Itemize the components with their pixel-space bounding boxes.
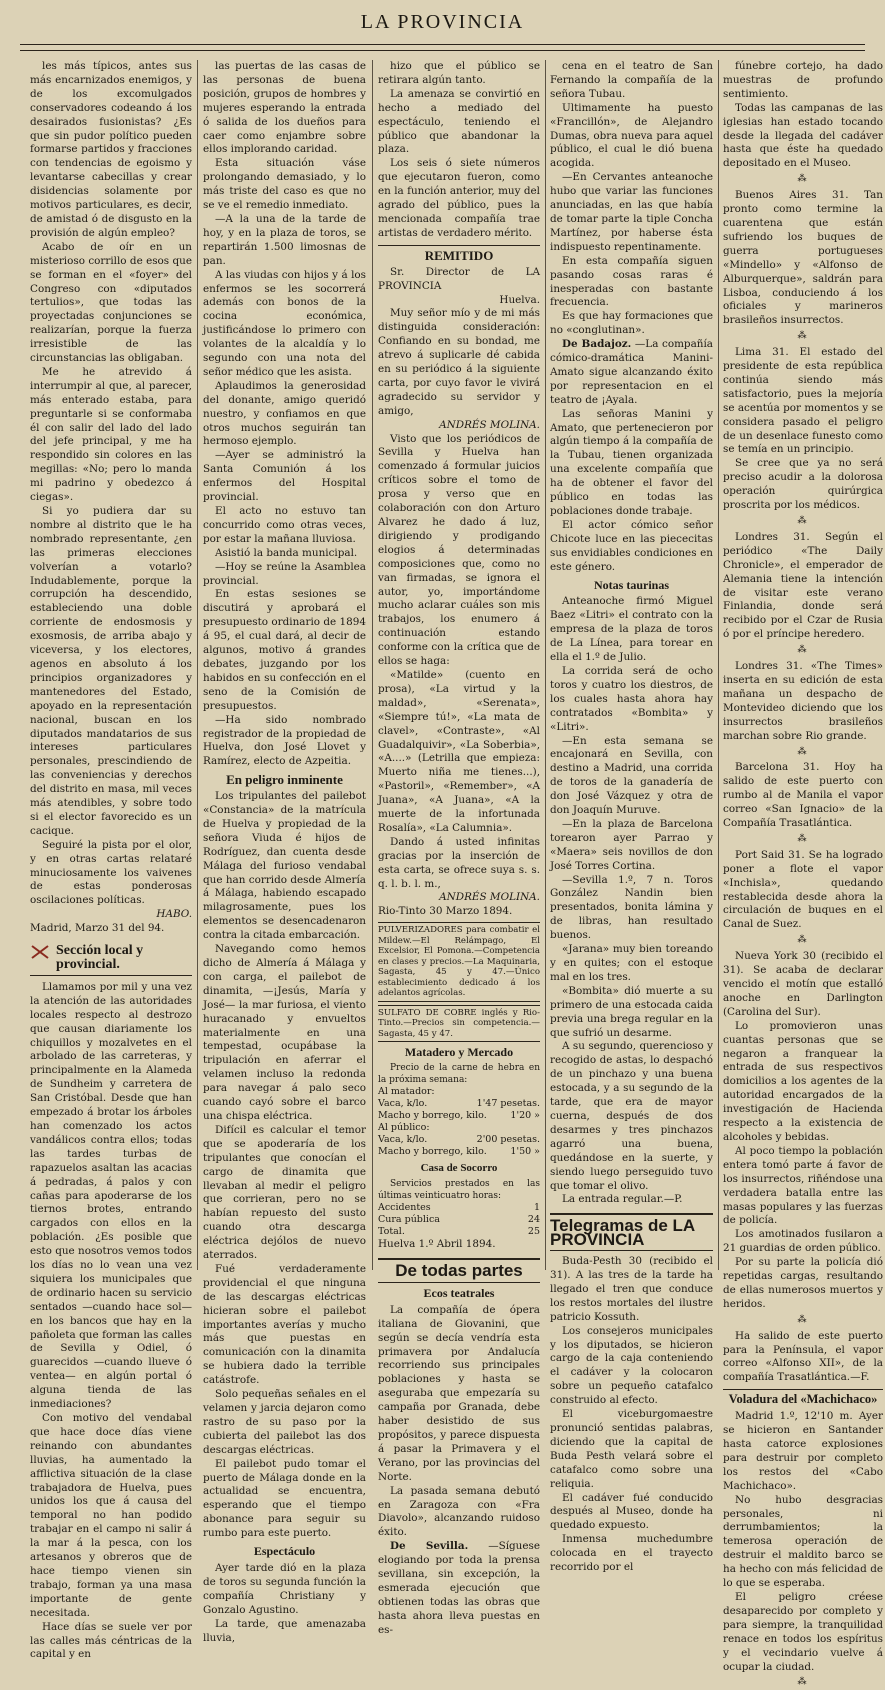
paragraph: Al poco tiempo la población entera tomó parte á favor de los insurrectos, riñéndose una verdadera batalla entre las masas populares y las fuerzas de policía. [723,1144,883,1227]
paragraph: La amenaza se convirtió en hecho a mediado del espectáculo, teniendo el público que abandonar la plaza. [378,87,540,156]
price-row [378,1146,540,1158]
paragraph: Es que hay formaciones que no «conglutinan». [550,310,713,337]
advertisement: SULFATO DE COBRE inglés y Rio-Tinto.—Precios sin competencia.—Sagasta, 45 y 47. [378,1005,540,1043]
socorro-value: 1 [533,1202,540,1214]
separator-stars-icon: ⁂ [797,833,809,844]
column-1 [30,60,193,1661]
remitido-salutation: Sr. Director de LA PROVINCIA [378,265,540,292]
paragraph: La pasada semana debutó en Zaragoza con «Fra Diavolo», alcanzando ruidoso éxito. [378,1484,540,1539]
paragraph: Los consejeros municipales y los diputados, se hicieron cargo de la caja conteniendo el cadáver y la colocaron sobre un pequeño catafalco construido al efecto. [550,1324,713,1407]
price-row [378,1110,540,1122]
paragraph: El actor cómico señor Chicote luce en las piececitas sus envidiables condiciones en este género. [550,518,713,573]
author-signature: HABO. [156,908,192,921]
ecos-section-title: Ecos teatrales [423,1285,495,1300]
paragraph: La corrida será de ocho toros y cuatro los diestros, de los cuales hasta ahora hay contratados «Bombita» y «Litri». [550,664,713,733]
paragraph: Londres 31. «The Times» inserta en su edición de esta mañana un despacho de Montevideo diciendo que los insurrectos brasileños marchan sobre Rio grande. [723,660,883,742]
price-row [378,1098,540,1110]
paragraph: El viceburgomaestre pronunció sentidas palabras, diciendo que la capital de Buda Pesth velará sobre el catafalco como sobre una reliquia. [550,1408,713,1490]
paragraph: Muy señor mío y de mi más distinguida consideración: Confiando en su bondad, me atrevo á suplicarle dé cabida en su periódico á la siguiente carta, por cuyo favor le vivirá agradecido su servidor y amigo, [378,307,540,417]
paragraph: cena en el teatro de San Fernando la compañía de la señora Tubau. [550,60,713,100]
separator-stars-icon: ⁂ [797,331,809,342]
paragraph: A su segundo, querencioso y recogido de astas, lo despachó de un pinchazo y una buena estocada, y a su segundo de la tarde, que era de mayor cuerna, después de dos desarmes y tres pinchazos agarró una buena, quedándose en la suerte, y siendo luego perseguido tuvo que tomar el olivo. [550,1040,713,1192]
paragraph: Visto que los periódicos de Sevilla y Huelva han comenzado á formular juicios críticos sobre el tomo de prosa y verso que en colaboración con don Arturo Alvarez he dado á luz, dirigiendo y prodigando elogios á determinadas composiciones que, como no van firmadas, se ignora el autor, yo, importándome mucho aclarar cuáles son mis trabajos, los enumero á continuación estando conforme con la crítica que de ellos se haga: [378,432,540,668]
socorro-row [378,1226,540,1238]
price-value: 1'47 pesetas. [476,1098,540,1110]
socorro-row [378,1202,540,1214]
dateline: Huelva 1.º Abril 1894. [378,1238,496,1251]
column-3 [378,60,540,1636]
paragraph: Los tripulantes del pailebot «Constancia» de la matrícula de Huelva y propiedad de la señora Viuda é hijos de Rodríguez, dan cuenta desde Málaga del furioso vendabal que han corrido desde Almería á Málaga, habiendo escapado milagrosamente, pues los elementos se desencadenaron contra la citada embarcación. [203,790,366,942]
paragraph: —Ayer se administró la Santa Comunión á los enfermos del Hospital provincial. [203,449,366,504]
voladura-section-title: Voladura del «Machichaco» [723,1389,883,1407]
local-section-label: Sección local y provincial. [56,943,144,972]
paragraph: Buda-Pesth 30 (recibido el 31). A las tres de la tarde ha llegado el tren que conduce los restos mortales del ilustre patricio Kossuth. [550,1255,713,1323]
dateline: Rio-Tinto 30 Marzo 1894. [378,905,513,918]
socorro-label: Accidentes [378,1202,431,1214]
paragraph: Asistió la banda municipal. [215,546,358,559]
paragraph: —En Cervantes anteanoche hubo que variar las funciones anunciadas, en las que había de tomar parte la tiple Concha Martínez, por haberse ésta indispuesto repentinamente. [550,171,713,253]
separator-stars-icon: ⁂ [797,935,809,946]
paragraph: las puertas de las casas de las personas de buena posición, grupos de hombres y mujeres esperando la entrada ó salida de los dueños para caer como enjambre sobre ellos implorando caridad. [203,60,366,156]
separator-stars-icon: ⁂ [797,174,809,185]
socorro-intro: Servicios prestados en las últimas veinticuatro horas: [378,1179,540,1201]
paragraph: A las viudas con hijos y á los enfermos se les socorrerá además con bonos de la cocina económica, justificándose lo primero con volantes de la alcaldía y lo segundo con una nota del señor médico que les asista. [203,268,366,378]
socorro-label: Total. [378,1226,405,1238]
danger-section-title: En peligro inminente [226,772,343,788]
todas-partes-title: De todas partes [378,1258,540,1283]
paragraph: Londres 31. Según el periódico «The Daily Chronicle», el emperador de Alemania tiene la intención de visitar este verano Finlandia, donde será recibido por el Czar de Rusia ó por el príncipe heredero. [723,530,883,641]
paragraph: «Bombita» dió muerte a su primero de una estocada caida previa una brega regular en la que sufrió un desarme. [550,984,713,1039]
paragraph: Si yo pudiera dar su nombre al distrito que le ha nombrado representante, ¿en las primeras elecciones volverían a votarlo? Indudablemente, porque la corrupción ha descendido, estableciendo una doble corriente de endosmosis y exosmosis, de arriba abajo y viceversa, y los electores, agenos en absoluto á los principios organizadores y mantenedores del Estado, apoyado en la representación nacional, buscan en los diputados mandatarios de sus intereses particulares personales, prescindiendo de las conveniencias y derechos del distrito en masa, mil veces más atendibles, y sobre todo si el elector favorecido es un cacique. [30,505,192,837]
paragraph: Madrid 1.º, 12'10 m. Ayer se hicieron en Santander hasta catorce explosiones para destruir por completo los restos del «Cabo Machichaco». [723,1410,883,1492]
price-value: 1'50 » [510,1146,540,1158]
paragraph: Me he atrevido á interrumpir al que, al parecer, más enterado estaba, para preguntarle si se conformaba él con salir del lado del lado del jefe principal, y me ha respondido sin colores en las megillas: «No; pero lo manda mi padrino y obedezco á ciegas». [30,365,192,504]
column-divider [718,60,719,1270]
paragraph: Por su parte la policía dió repetidas cargas, resultando de ellas numerosos muertos y heridos. [723,1256,883,1310]
paragraph [378,1540,540,1637]
show-section-title: Espectáculo [253,1544,316,1559]
paragraph: fúnebre cortejo, ha dado muestras de profundo sentimiento. [723,60,883,100]
column-divider [197,60,198,1270]
paragraph: Lo promovieron unas cuantas personas que se negaron a franquear la entrada de sus respectivos domicilios a los agentes de la autoridad encargados de la investigación de Hacienda respecto a la existencia de alcoholes y bebidas. [723,1019,883,1143]
paragraph: Dando á usted infinitas gracias por la inserción de esta carta, se ofrece suya s. s. q. l. b. l. m., [378,835,540,890]
paragraph: Aplaudimos la generosidad del donante, amigo queridó nuestro, y confiamos en que otros muchos seguirán tan hermoso ejemplo. [203,379,366,448]
price-label: Al matador: [378,1086,435,1098]
column-divider [545,60,546,1270]
paragraph: El cadáver fué conducido después al Museo, donde ha quedado expuesto. [550,1491,713,1532]
sevilla-heading: De Sevilla. [390,1540,469,1553]
paragraph: En estas sesiones se discutirá y aprobará el presupuesto ordinario de 1894 á 95, el cual dará, al decir de algunos, motivo á grandes debates, juzgando por los habidos en su confección en el seno de la Comisión de presupuestos. [203,588,366,712]
socorro-row [378,1214,540,1226]
paragraph: La compañía de ópera italiana de Giovanini, que según se decía vendría esta primavera por Andalucía recorriendo sus principales poblaciones y hasta se aseguraba que empezaría su campaña por Granada, debe haber desistido de sus propósitos, y parece dispuesta á pasar la Primavera y el Verano, por las provincias del Norte. [378,1303,540,1483]
paragraph: Nueva York 30 (recibido el 31). Se acaba de declarar vencido el motín que estalló anoche en Darlington (Carolina del Sur). [723,950,883,1018]
paragraph: Barcelona 31. Hoy ha salido de este puerto con rumbo al de Manila el vapor correo «San Ignacio» de la Compañía Trasatlántica. [723,761,883,830]
dateline: Madrid, Marzo 31 del 94. [30,922,165,935]
price-label: Vaca, k/lo. [378,1134,428,1146]
separator-stars-icon: ⁂ [797,645,809,656]
paragraph: Las señoras Manini y Amato, que pertenecieron por algún tiempo á la compañía de la Tubau, tienen organizada una excelente compañía que ha de obtener el favor del público en todas las poblaciones donde trabaje. [550,407,713,517]
paragraph: Difícil es calcular el temor que se apoderaría de los tripulantes que conocían el cargo de dinamita que llevaban al medir el peligro que corrieran, pero no se habían repuesto del susto cuando otra descarga eléctrica dejólos de nuevo aterrados. [203,1123,366,1262]
author-signature: ANDRÉS MOLINA. [439,418,540,431]
paragraph: —Sevilla 1.º, 7 n. Toros González Nandin bien presentados, bonita lámina y de libras, han resultado buenos. [550,873,713,942]
cross-mark-icon [30,944,50,960]
price-label: Macho y borrego, kilo. [378,1110,487,1122]
paragraph: —Hoy se reúne la Asamblea provincial. [203,560,366,587]
paragraph: Solo pequeñas señales en el velamen y jarcia dejaron como rastro de su paso por la cubierta del pailebot las dos descargas eléctricas. [203,1388,366,1456]
price-label: Vaca, k/lo. [378,1098,428,1110]
paragraph: Los seis ó siete números que ejecutaron fueron, como en la función anterior, muy del agrado del público, pues la mencionada compañía trae artistas de verdadero mérito. [378,157,540,239]
sevilla-text: —Síguese elogiando por toda la prensa sevillana, sin excepción, la esmerada ejecución que obtienen todas las obras que hasta ahora lleva puestas en es- [378,1540,540,1636]
masthead-title: LA PROVINCIA [360,11,525,33]
column-2 [203,60,366,1644]
badajoz-heading: De Badajoz. [562,338,632,351]
paragraph: Fué verdaderamente providencial el que ninguna de las descargas eléctricas hicieran sobre el pailebot importantes averías y mucho más que puestas en comunicación con la dinamita se hubiera dado la terrible catástrofe. [203,1262,366,1387]
paragraph: El acto no estuvo tan concurrido como otras veces, por estar la mañana lluviosa. [203,505,366,545]
paragraph: hizo que el público se retirara algún tanto. [378,60,540,86]
separator-stars-icon: ⁂ [797,1677,809,1688]
price-label: Al público: [378,1122,430,1134]
price-value: 2'00 pesetas. [476,1134,540,1146]
socorro-value: 24 [527,1214,540,1226]
paragraph: Acabo de oír en un misterioso corrillo de esos que se forman en el «foyer» del Congreso con «diputados tertulios», que todas las proyectadas conjunciones se realizarían, porque la fuerza irresistible de las circunstancias las obligaban. [30,240,192,365]
price-value: 1'20 » [510,1110,540,1122]
price-label: Macho y borrego, kilo. [378,1146,487,1158]
column-divider [372,60,373,1270]
paragraph: les más típicos, antes sus más encarnizados enemigos, y de los excomulgados conservadores codeando á los desairados fusionistas? ¿Es que sin pudor político pueden formarse partidos y fracciones con tendencias de egoismo y levantarse cabecillas y crear disidencias solamente por motivos particulares, es decir, de amistad ó de disgusto en la provisión de algún empleo? [30,60,192,239]
remitido-place: Huelva. [499,293,540,306]
paragraph: Ayer tarde dió en la plaza de toros su segunda función la compañía Christiany y Gonzalo Agustino. [203,1561,366,1616]
paragraph: «Jarana» muy bien toreando y en quites; con el estoque mal en los tres. [550,943,713,983]
paragraph: Los amotinados fusilaron a 21 guardias de orden público. [723,1228,883,1255]
socorro-section-title: Casa de Socorro [420,1162,498,1175]
paragraph: El peligro créese desaparecido por completo y para siempre, la tranquilidad renace en todos los espíritus y el vecindario vuelve á ocupar la ciudad. [723,1590,883,1673]
badajoz-text: —La compañía cómico-dramática Manini-Amato sigue alcanzando éxito por representacion en el teatro de ¡Ayala. [550,338,713,406]
telegramas-title: Telegramas de LA PROVINCIA [550,1213,713,1251]
local-section-title [30,942,192,976]
paragraph: Todas las campanas de las iglesias han estado tocando desde la llegada del cadáver hasta que éste ha quedado depositado en el Museo. [723,101,883,170]
paragraph: En esta compañía siguen pasando cosas raras é inesperadas con bastante frecuencia. [550,254,713,309]
socorro-value: 25 [527,1226,540,1238]
paragraph: —A la una de la tarde de hoy, y en la plaza de toros, se repartirán 1.500 limosnas de pan. [203,212,366,267]
separator-stars-icon: ⁂ [797,516,809,526]
masthead-rule-top [20,44,865,45]
paragraph: Se cree que ya no será preciso acudir a la dolorosa operación quirúrgica proscrita por los médicos. [723,457,883,512]
paragraph: Ultimamente ha puesto «Francillón», de Alejandro Dumas, obra nueva para aquel público, el cual le dió buena acogida. [550,101,713,170]
paragraph: —En esta semana se encajonará en Sevilla, con destino a Madrid, una corrida de toros de la ganadería de don José Vázquez y otra de don Joaquín Muruve. [550,734,713,817]
socorro-label: Cura pública [378,1214,440,1226]
taurinas-section-title: Notas taurinas [593,577,669,592]
paragraph: Con motivo del vendabal que hace doce días viene reinando con abundantes lluvias, ha aumentado la afflictiva situación de la clase trabajadora de Huelva, pues unidos los que á causa del temporal no han podido trabajar en el campo ni salir á la mar á la pesca, con los artesanos y obreros que de hace tiempo vienen sin trabajo, forman ya una masa importante de gente necesitada. [30,1412,192,1619]
paragraph: Lima 31. El estado del presidente de esta república continúa siendo más satisfactorio, pues la mejoría se acentúa por momentos y se considera pasado el peligro de un desenlace funesto como se temía en un principio. [723,346,883,456]
paragraph: La entrada regular.—P. [562,1193,683,1206]
paragraph: Anteanoche firmó Miguel Baez «Litri» el contrato con la empresa de la plaza de toros de La Línea, para torear en ella el 1.º de Julio. [550,595,713,664]
price-row [378,1134,540,1146]
separator-stars-icon: ⁂ [797,746,809,757]
column-5 [723,60,883,1688]
price-row [378,1122,540,1134]
paragraph: La tarde, que amenazaba lluvia, [203,1617,366,1644]
advertisement: PULVERIZADORES para combatir el Mildew.—El Relámpago, El Excelsior, El Pomona.—Competencia en clases y precios.—La Maquinaria, Sagasta, 45 y 47.—Único establecimiento dedicado á los adelantos agrícolas. [378,922,540,1002]
paragraph: Port Said 31. Se ha logrado poner a flote el vapor «Inchisla», quedando restablecida desde ahora la circulación de buques en el Canal de Suez. [723,848,883,931]
paragraph: No hubo desgracias personales, ni derrumbamientos; la temerosa operación de destruir el maldito barco se ha hecho con más felicidad de lo que se esperaba. [723,1493,883,1590]
author-signature: ANDRÉS MOLINA. [439,891,540,904]
paragraph: Inmensa muchedumbre colocada en el trayecto recorrido por el [550,1533,713,1574]
paragraph: Seguiré la pista por el olor, y en otras cartas relataré minuciosamente los vaivenes de estas ponderosas oscilaciones políticas. [30,838,192,907]
paragraph: El pailebot pudo tomar el puerto de Málaga donde en la actualidad se encuentra, esperando que el tiempo abonance para seguir su rumbo para este puerto. [203,1457,366,1540]
separator-stars-icon: ⁂ [797,1314,809,1325]
paragraph: Ha salido de este puerto para la Península, el vapor correo «Alfonso XII», de la compañía Trasatlántica.—F. [723,1329,883,1384]
paragraph: Hace días se suele ver por las calles más céntricas de la capital y en [30,1620,192,1661]
market-section-title: Matadero y Mercado [404,1045,514,1060]
paragraph: —Ha sido nombrado registrador de la propiedad de Huelva, don José Llovet y Ramírez, electo de Azpeitia. [203,713,366,768]
remitido-title: REMITIDO [378,245,540,263]
paragraph: «Matilde» (cuento en prosa), «La virtud y la maldad», «Serenata», «Siempre tú!», «La mata de clavel», «Contraste», «Al Guadalquivir», «La Soberbia», «A....» (Letrilla que empieza: Muerto niña me tienes...), «Pastoril», «Remember», «A Juana», «A Juana», «A la muerte de la infortunada Rosalía», «La Calumnia». [378,668,540,834]
paragraph: Llamamos por mil y una vez la atención de las autoridades locales respecto al destrozo que causan diariamente los chiquillos y mozalvetes en el arbolado de las carreteras, y principalmente en la Alameda de Sundheim y carretera de San Cristóbal. Desde que han empezado á brotar los árboles han comenzado los actos vandálicos contra ellos; todas las tardes turbas de rapazuelos asaltan las acacias á pedradas, á palos y con cañas para apoderarse de los tiernos brotes, entrando cargados con ellos en la población. ¿Es posible que esto que nosotros vemos todos los días no lo vean una vez siquiera los municipales que de ordinario hacen su servicio sentados —cuando hace sol— en los bancos que hay en la pañoleta que forman las calles de Sevilla y Odiel, ó guarecidos —cuando llueve ó ventea— en algún portal ó alguna tienda de las inmediaciones? [30,980,193,1411]
paragraph: —En la plaza de Barcelona torearon ayer Parrao y «Maera» seis novillos de don José Torres Cortina. [550,817,713,872]
paragraph: Navegando como hemos dicho de Almería á Málaga y con carga, el pailebot de dinamita, —¡Jesús, María y José— la mar furiosa, el viento huracanado y envueltos materialmente en una tempestad, ocupábase la tripulación en aferrar el velamen incluso la redonda para navegar á palo seco cuando cayó sobre el barco una chispa eléctrica. [203,943,366,1122]
paragraph: Buenos Aires 31. Tan pronto como termine la cuarentena que están sufriendo los buques de guerra portugueses «Mindello» y «Alfonso de Alburquerque», saldrán para Lisboa, conduciendo á los oficiales y marineros brasileños insurrectos. [723,189,883,327]
paragraph [550,338,713,408]
market-intro: Precio de la carne de hebra en la próxima semana: [378,1063,540,1085]
price-row [378,1086,540,1098]
column-4 [550,60,713,1574]
masthead-rule-bottom [20,50,865,51]
paragraph: Esta situación váse prolongando demasiado, y lo más triste del caso es que no se ve el remedio inmediato. [203,157,366,212]
